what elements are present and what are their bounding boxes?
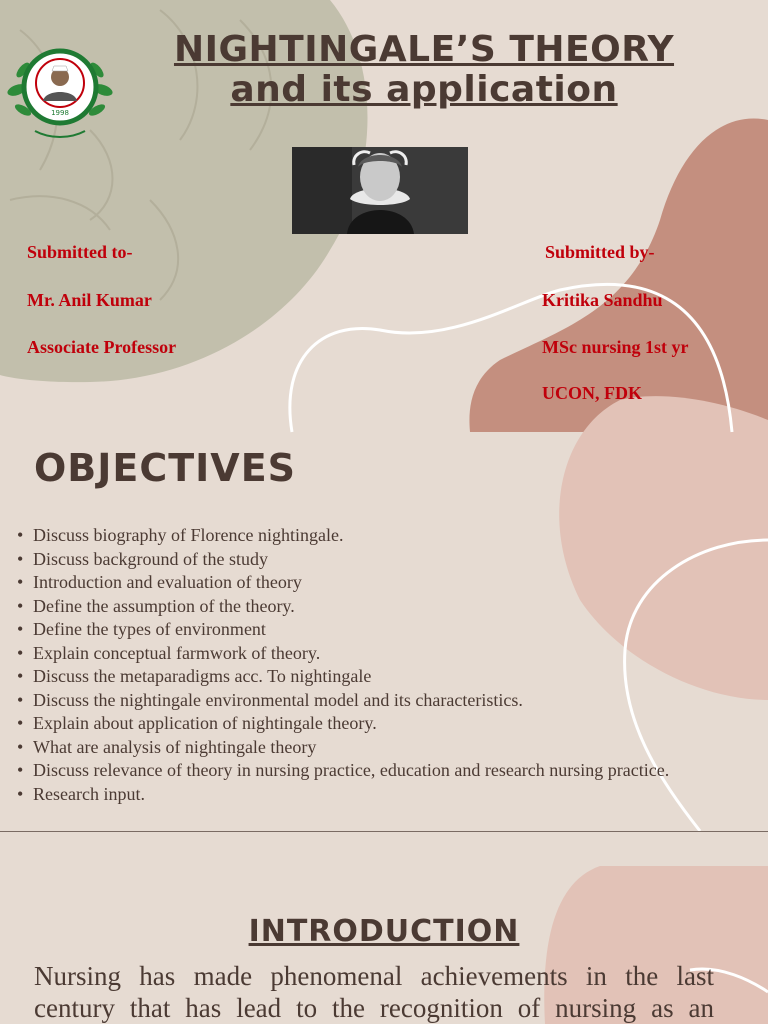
objective-item: • Discuss relevance of theory in nursing practice, education and research nursing practice. bbox=[17, 759, 669, 783]
page-title bbox=[150, 30, 698, 110]
submitted-to-name: Mr. Anil Kumar bbox=[27, 290, 152, 310]
portrait-image bbox=[292, 147, 468, 234]
objectives-heading: OBJECTIVES bbox=[34, 446, 297, 490]
objective-item: • Research input. bbox=[17, 783, 669, 807]
submitted-by-college: UCON, FDK bbox=[542, 383, 642, 403]
seal-icon bbox=[5, 35, 115, 145]
title-line-1: NIGHTINGALE’S THEORY bbox=[173, 29, 675, 70]
submitted-by-heading: Submitted by- bbox=[545, 242, 655, 262]
objective-item: • What are analysis of nightingale theory bbox=[17, 736, 669, 760]
objective-item: • Discuss the metaparadigms acc. To nightingale bbox=[17, 665, 669, 689]
objective-item: • Explain about application of nightingale theory. bbox=[17, 712, 669, 736]
title-line-2: and its application bbox=[230, 69, 618, 110]
submitted-to-heading: Submitted to- bbox=[27, 242, 133, 262]
objective-item: • Define the assumption of the theory. bbox=[17, 595, 669, 619]
florence-portrait bbox=[292, 147, 468, 234]
objective-item: • Explain conceptual farmwork of theory. bbox=[17, 642, 669, 666]
objective-item: • Introduction and evaluation of theory bbox=[17, 571, 669, 595]
objective-item: • Discuss biography of Florence nightingale. bbox=[17, 524, 669, 548]
university-logo bbox=[5, 35, 115, 145]
introduction-text: Nursing has made phenomenal achievements in the last century that has lead to the recognition of nursing as an bbox=[34, 961, 714, 1023]
submitted-by-name: Kritika Sandhu bbox=[542, 290, 663, 310]
page-divider bbox=[0, 831, 768, 832]
submitted-by-course: MSc nursing 1st yr bbox=[542, 337, 689, 357]
submitted-to-designation: Associate Professor bbox=[27, 337, 177, 357]
objectives-list bbox=[17, 524, 669, 806]
svg-text:1998: 1998 bbox=[51, 109, 69, 117]
objective-item: • Define the types of environment bbox=[17, 618, 669, 642]
objective-item: • Discuss background of the study bbox=[17, 548, 669, 572]
objective-item: • Discuss the nightingale environmental model and its characteristics. bbox=[17, 689, 669, 713]
introduction-heading: INTRODUCTION bbox=[248, 914, 520, 949]
